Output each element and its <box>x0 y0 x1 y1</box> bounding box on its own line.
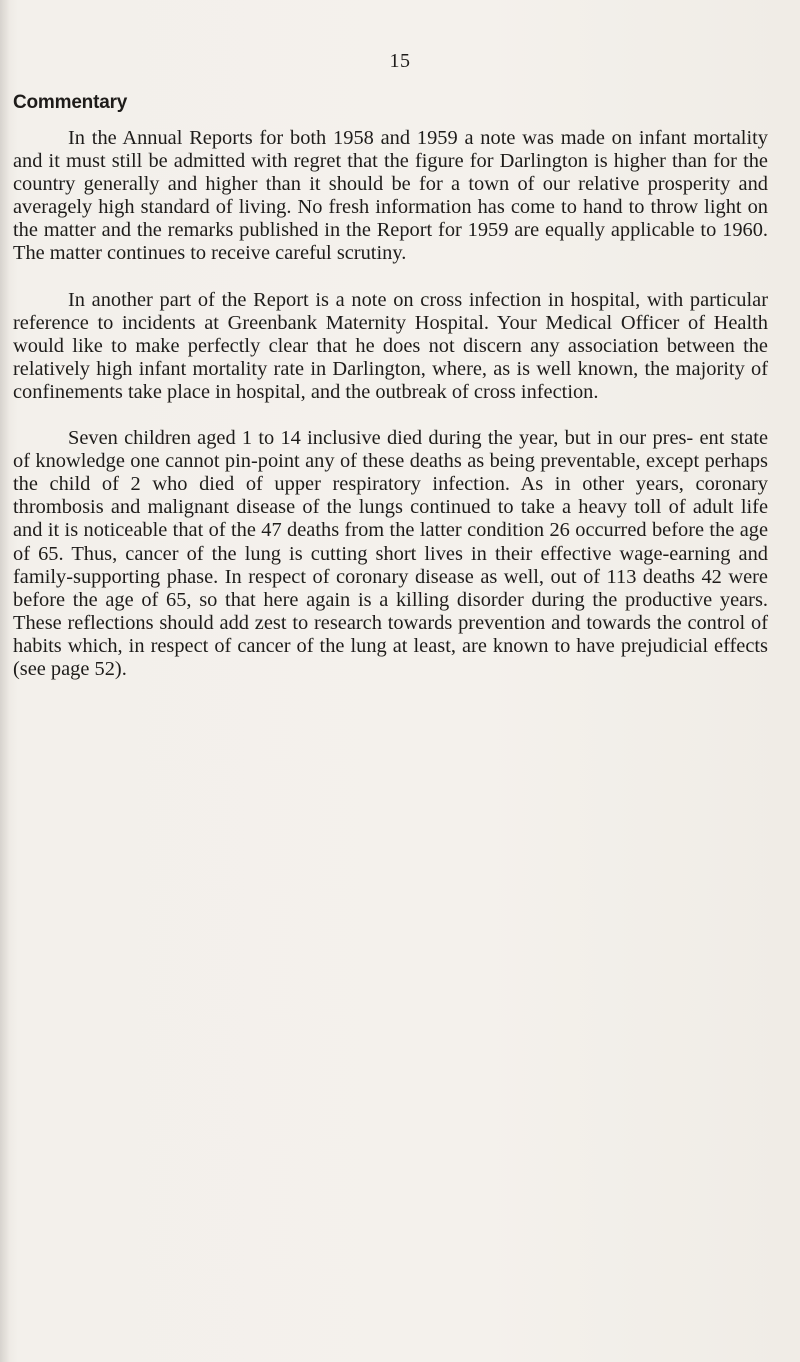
paragraph-deaths: Seven children aged 1 to 14 inclusive died during the year, but in our pres- ent state of knowledge one cannot pin-point any of these deaths as being preventable, except perhaps the child of 2 who died of upper respiratory infection. As in other years, coronary thrombosis and malignant disease of the lungs continued to take a heavy toll of adult life and it is noticeable that of the 47 deaths from the latter condition 26 occurred before the age of 65. Thus, cancer of the lung is cutting short lives in their effective wage-earning and family-supporting phase. In respect of coronary disease as well, out of 113 deaths 42 were before the age of 65, so that here again is a killing disorder during the productive years. These reflections should add zest to research towards prevention and towards the control of habits which, in respect of cancer of the lung at least, are known to have prejudicial effects (see page 52). <box>13 427 768 680</box>
section-heading: Commentary <box>13 92 128 113</box>
paragraph-cross-infection: In another part of the Report is a note on cross infection in hospital, with particular reference to incidents at Greenbank Maternity Hospital. Your Medical Officer of Health would like to make perfectly clear that he does not discern any association between the relatively high infant mortality rate in Darlington, where, as is well known, the majority of confinements take place in hospital, and the outbreak of cross infection. <box>13 288 768 403</box>
page-number: 15 <box>389 50 411 72</box>
paragraph-infant-mortality: In the Annual Reports for both 1958 and 1959 a note was made on infant mortality and it must still be admitted with regret that the figure for Darlington is higher than for the country generally and higher than it should be for a town of our relative prosperity and averagely high standard of living. No fresh information has come to hand to throw light on the matter and the remarks published in the Report for 1959 are equally applicable to 1960. The matter continues to receive careful scrutiny. <box>13 127 768 265</box>
body-text <box>13 127 768 704</box>
page-gutter-shadow <box>0 0 10 1362</box>
